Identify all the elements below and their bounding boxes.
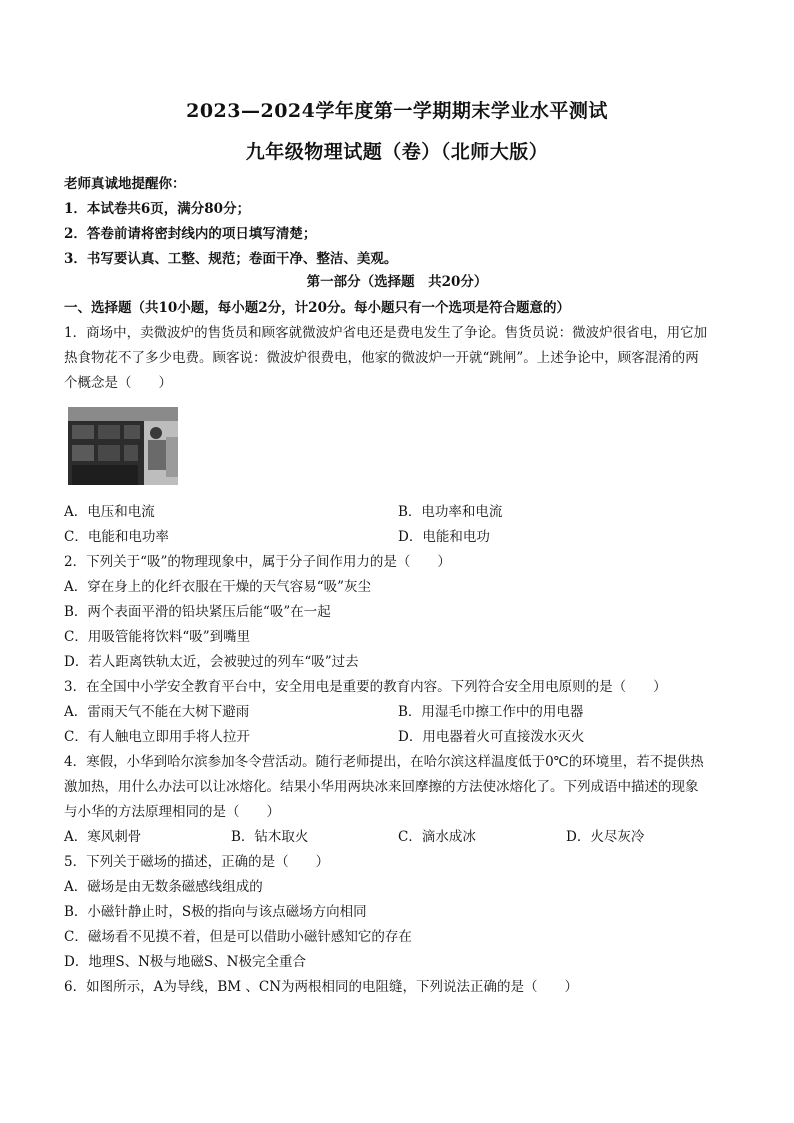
notice-item-1: 1．本试卷共6页，满分80分； [64,201,251,217]
q1-option-b: B．电功率和电流 [398,504,503,520]
notice-item-3: 3．书写要认真、工整、规范；卷面干净、整洁、美观。 [64,251,398,267]
q1-line-2: 热食物花不了多少电费。顾客说：微波炉很费电，他家的微波炉一开就“跳闸”。上述争论中，顾客混淆的两 [64,350,699,366]
q2-option-c: C．用吸管能将饮料“吸”到嘴里 [64,629,251,645]
section-heading: 一、选择题（共10小题，每小题2分，计20分。每小题只有一个选项是符合题意的） [64,300,570,316]
q1-line-3: 个概念是（ ） [64,375,172,391]
q3-option-d: D．用电器着火可直接泼水灭火 [398,729,585,745]
microwave-store-photo [68,407,178,485]
q1-option-a: A．电压和电流 [64,504,155,520]
q3-option-b: B．用湿毛巾擦工作中的用电器 [398,704,584,720]
q4-option-a: A．寒风刺骨 [64,829,142,845]
q3-option-a: A．雷雨天气不能在大树下避雨 [64,704,250,720]
q1-option-d: D．电能和电功 [398,529,490,545]
q5-option-d: D．地理S、N极与地磁S、N极完全重合 [64,954,306,970]
q1-option-c: C．电能和电功率 [64,529,169,545]
q4-option-b: B．钻木取火 [231,829,309,845]
q3-stem: 3．在全国中小学安全教育平台中，安全用电是重要的教育内容。下列符合安全用电原则的是（ ） [64,679,667,695]
q4-line-3: 与小华的方法原理相同的是（ ） [64,804,280,820]
q5-stem: 5．下列关于磁场的描述，正确的是（ ） [64,854,330,870]
q1-line-1: 1．商场中，卖微波炉的售货员和顾客就微波炉省电还是费电发生了争论。售货员说：微波炉很省电，用它加 [64,325,708,341]
q2-option-b: B．两个表面平滑的铅块紧压后能“吸”在一起 [64,604,331,620]
q4-line-1: 4．寒假，小华到哈尔滨参加冬令营活动。随行老师提出，在哈尔滨这样温度低于0℃的环境里，若不提供热 [64,754,704,770]
q4-option-c: C．滴水成冰 [398,829,476,845]
notice-item-2: 2．答卷前请将密封线内的项日填写清楚； [64,226,317,242]
notice-heading: 老师真诚地提醒你： [64,176,186,192]
part1-heading: 第一部分（选择题 共20分） [306,274,488,290]
q3-option-c: C．有人触电立即用手将人拉开 [64,729,250,745]
q5-option-a: A．磁场是由无数条磁感线组成的 [64,879,263,895]
q2-option-d: D．若人距离铁轨太近，会被驶过的列车“吸”过去 [64,654,359,670]
exam-title: 2023—2024学年度第一学期期末学业水平测试 [186,100,608,122]
q6-stem: 6．如图所示，A为导线，BM 、CN为两根相同的电阻缝，下列说法正确的是（ ） [64,979,579,995]
q4-option-d: D．火尽灰冷 [566,829,645,845]
q5-option-c: C．磁场看不见摸不着，但是可以借助小磁针感知它的存在 [64,929,412,945]
q2-stem: 2．下列关于“吸”的物理现象中，属于分子间作用力的是（ ） [64,554,451,570]
q5-option-b: B．小磁针静止时，S极的指向与该点磁场方向相同 [64,904,367,920]
q2-option-a: A．穿在身上的化纤衣服在干燥的天气容易“吸”灰尘 [64,579,372,595]
q4-line-2: 激加热，用什么办法可以让冰熔化。结果小华用两块冰来回摩擦的方法使冰熔化了。下列成语中描述的现象 [64,779,699,795]
exam-subtitle: 九年级物理试题（卷）（北师大版） [245,141,549,163]
